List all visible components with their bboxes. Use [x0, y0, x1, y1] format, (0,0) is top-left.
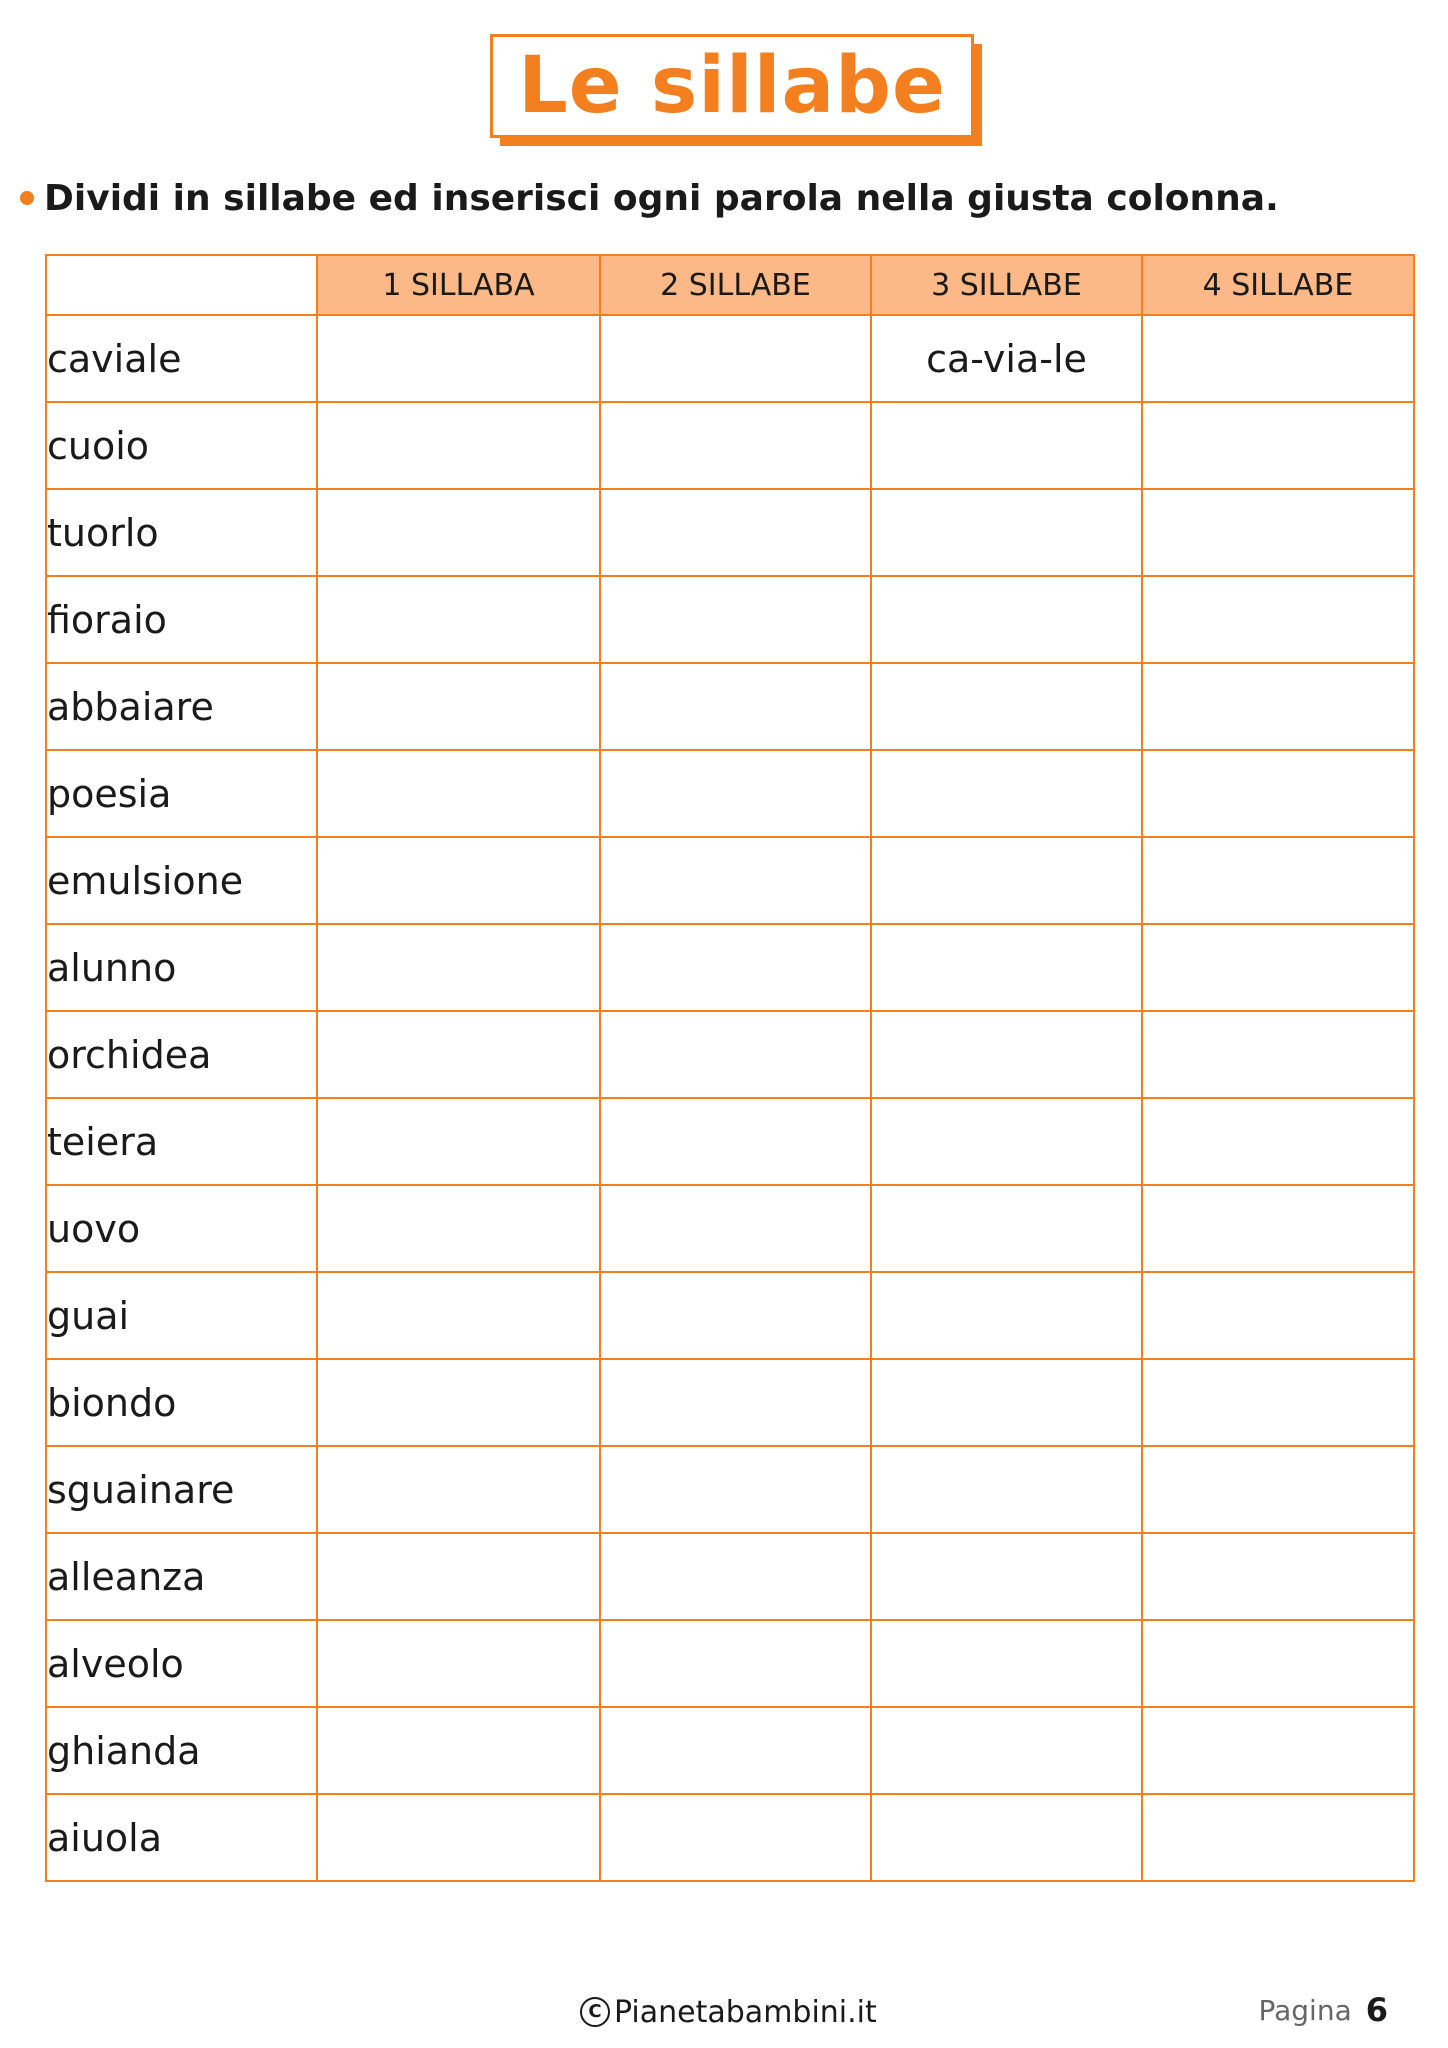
answer-cell[interactable] — [600, 750, 871, 837]
word-cell: orchidea — [46, 1011, 317, 1098]
title-banner — [490, 34, 980, 138]
word-cell: abbaiare — [46, 663, 317, 750]
answer-cell[interactable] — [317, 489, 600, 576]
answer-cell[interactable] — [600, 1011, 871, 1098]
answer-cell[interactable] — [1142, 1446, 1414, 1533]
answer-cell[interactable] — [317, 1272, 600, 1359]
table-header-row — [46, 255, 1414, 315]
word-cell: ghianda — [46, 1707, 317, 1794]
word-cell: poesia — [46, 750, 317, 837]
answer-cell[interactable] — [871, 924, 1142, 1011]
answer-cell[interactable] — [871, 750, 1142, 837]
answer-cell[interactable] — [317, 1359, 600, 1446]
answer-cell[interactable] — [317, 663, 600, 750]
title-box — [490, 34, 974, 138]
answer-cell[interactable] — [317, 1185, 600, 1272]
answer-cell[interactable] — [1142, 750, 1414, 837]
answer-cell[interactable] — [317, 924, 600, 1011]
answer-cell[interactable] — [317, 1098, 600, 1185]
page-number: 6 — [1365, 1991, 1388, 2029]
answer-cell[interactable] — [1142, 402, 1414, 489]
answer-cell[interactable] — [871, 1185, 1142, 1272]
answer-cell[interactable] — [317, 1446, 600, 1533]
word-cell: caviale — [46, 315, 317, 402]
table-row — [46, 1620, 1414, 1707]
table-row — [46, 750, 1414, 837]
answer-cell[interactable] — [317, 576, 600, 663]
answer-cell[interactable] — [317, 1011, 600, 1098]
answer-cell[interactable] — [871, 837, 1142, 924]
answer-cell[interactable] — [871, 663, 1142, 750]
answer-cell[interactable] — [1142, 1620, 1414, 1707]
answer-cell[interactable] — [317, 315, 600, 402]
answer-cell[interactable] — [600, 1359, 871, 1446]
answer-cell[interactable] — [600, 1620, 871, 1707]
answer-cell[interactable] — [871, 1707, 1142, 1794]
answer-cell[interactable] — [1142, 1707, 1414, 1794]
column-header-2-sillabe: 2 SILLABE — [600, 255, 871, 315]
bullet-dot-icon — [20, 191, 34, 205]
answer-cell[interactable] — [600, 1098, 871, 1185]
word-cell: uovo — [46, 1185, 317, 1272]
answer-cell[interactable] — [600, 837, 871, 924]
copyright-icon: C — [580, 1997, 610, 2027]
answer-cell[interactable] — [871, 1272, 1142, 1359]
answer-cell[interactable] — [871, 1011, 1142, 1098]
answer-cell[interactable] — [871, 1098, 1142, 1185]
word-cell: aiuola — [46, 1794, 317, 1881]
answer-cell[interactable] — [871, 489, 1142, 576]
table-row — [46, 1794, 1414, 1881]
table-row — [46, 1098, 1414, 1185]
table-corner-cell — [46, 255, 317, 315]
answer-cell[interactable] — [1142, 1011, 1414, 1098]
table-row — [46, 1011, 1414, 1098]
word-cell: guai — [46, 1272, 317, 1359]
answer-cell[interactable] — [600, 924, 871, 1011]
table-row — [46, 1185, 1414, 1272]
answer-cell[interactable] — [1142, 1272, 1414, 1359]
word-cell: teiera — [46, 1098, 317, 1185]
answer-cell[interactable] — [317, 402, 600, 489]
table-row — [46, 315, 1414, 402]
answer-cell[interactable] — [871, 1533, 1142, 1620]
page-indicator — [1258, 1988, 1388, 2032]
footer-brand — [580, 1990, 877, 2034]
answer-cell[interactable] — [871, 402, 1142, 489]
answer-cell[interactable] — [1142, 837, 1414, 924]
answer-cell[interactable] — [871, 1359, 1142, 1446]
table-row — [46, 1707, 1414, 1794]
column-header-4-sillabe: 4 SILLABE — [1142, 255, 1414, 315]
answer-cell[interactable] — [1142, 1794, 1414, 1881]
answer-cell[interactable] — [317, 1794, 600, 1881]
answer-cell[interactable] — [871, 1794, 1142, 1881]
table-row — [46, 837, 1414, 924]
answer-cell[interactable] — [600, 663, 871, 750]
answer-cell[interactable] — [1142, 1185, 1414, 1272]
answer-cell[interactable] — [1142, 1098, 1414, 1185]
answer-cell[interactable] — [1142, 576, 1414, 663]
answer-cell[interactable] — [600, 489, 871, 576]
answer-cell[interactable] — [600, 1446, 871, 1533]
table-row — [46, 489, 1414, 576]
table-row — [46, 402, 1414, 489]
column-header-1-sillaba: 1 SILLABA — [317, 255, 600, 315]
answer-cell[interactable] — [871, 576, 1142, 663]
word-cell: emulsione — [46, 837, 317, 924]
answer-cell[interactable] — [600, 1707, 871, 1794]
answer-cell[interactable] — [317, 837, 600, 924]
table-row — [46, 924, 1414, 1011]
word-cell: alunno — [46, 924, 317, 1011]
answer-cell[interactable] — [317, 1620, 600, 1707]
answer-cell[interactable] — [317, 1707, 600, 1794]
answer-cell[interactable] — [1142, 489, 1414, 576]
answer-cell[interactable] — [1142, 1533, 1414, 1620]
column-header-3-sillabe: 3 SILLABE — [871, 255, 1142, 315]
instruction-text: Dividi in sillabe ed inserisci ogni parola nella giusta colonna. — [44, 177, 1279, 219]
answer-cell[interactable] — [600, 576, 871, 663]
syllable-table — [45, 254, 1415, 1882]
page-label: Pagina — [1258, 1993, 1352, 2027]
answer-cell[interactable] — [1142, 315, 1414, 402]
table-row — [46, 663, 1414, 750]
answer-cell[interactable] — [317, 750, 600, 837]
answer-cell[interactable] — [600, 1794, 871, 1881]
word-cell: biondo — [46, 1359, 317, 1446]
brand-name: Pianetabambini.it — [614, 1994, 877, 2030]
answer-cell[interactable] — [317, 1533, 600, 1620]
answer-cell[interactable] — [600, 402, 871, 489]
table-row — [46, 1533, 1414, 1620]
word-cell: sguainare — [46, 1446, 317, 1533]
answer-cell[interactable] — [600, 1272, 871, 1359]
page-title: Le sillabe — [518, 41, 946, 131]
answer-cell[interactable]: ca-via-le — [871, 315, 1142, 402]
answer-cell[interactable] — [600, 1533, 871, 1620]
answer-cell[interactable] — [871, 1446, 1142, 1533]
answer-cell[interactable] — [600, 315, 871, 402]
answer-cell[interactable] — [871, 1620, 1142, 1707]
table-row — [46, 1359, 1414, 1446]
answer-cell[interactable] — [1142, 663, 1414, 750]
word-cell: cuoio — [46, 402, 317, 489]
word-cell: tuorlo — [46, 489, 317, 576]
word-cell: alveolo — [46, 1620, 317, 1707]
word-cell: fioraio — [46, 576, 317, 663]
table-row — [46, 1446, 1414, 1533]
table-row — [46, 576, 1414, 663]
answer-cell[interactable] — [1142, 1359, 1414, 1446]
answer-cell[interactable] — [1142, 924, 1414, 1011]
word-cell: alleanza — [46, 1533, 317, 1620]
instruction — [20, 170, 1279, 226]
answer-cell[interactable] — [600, 1185, 871, 1272]
table-row — [46, 1272, 1414, 1359]
